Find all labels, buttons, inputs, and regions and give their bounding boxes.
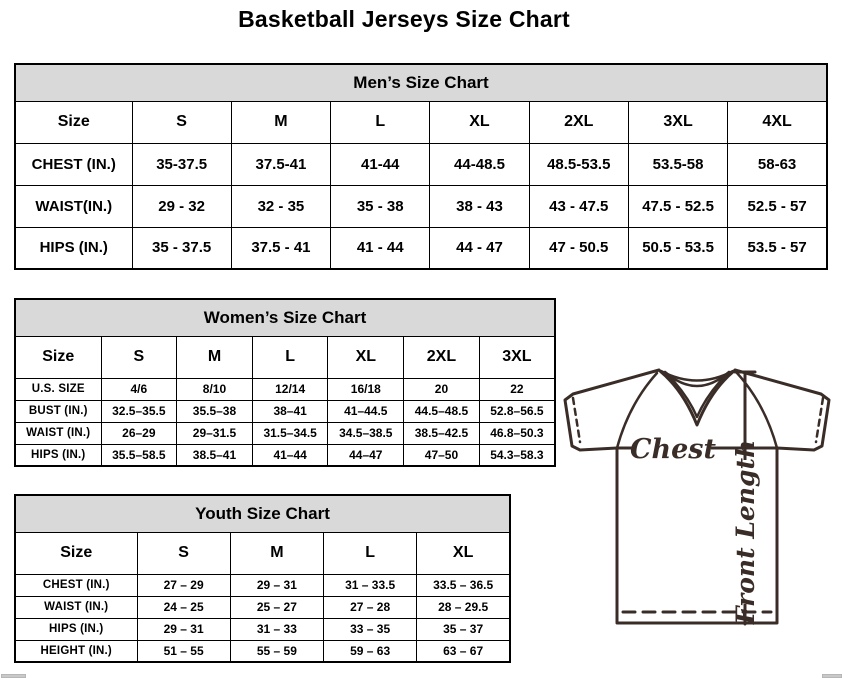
measurement-row-label: HIPS (IN.): [15, 227, 132, 269]
mens-measurement-row: [15, 143, 827, 185]
size-column-header: L: [324, 532, 417, 574]
mens-measurement-row: [15, 227, 827, 269]
measurement-value-cell: 63 – 67: [417, 640, 510, 662]
measurement-value-cell: 54.3–58.3: [479, 444, 555, 466]
measurement-value-cell: 52.8–56.5: [479, 400, 555, 422]
horizontal-scrollbar-fragment-right[interactable]: [822, 674, 842, 678]
measurement-value-cell: 29 – 31: [137, 618, 230, 640]
size-column-header: L: [252, 336, 328, 378]
measurement-value-cell: 47.5 - 52.5: [628, 185, 727, 227]
measurement-value-cell: 31.5–34.5: [252, 422, 328, 444]
measurement-row-label: HIPS (IN.): [15, 618, 137, 640]
womens-measurement-row: [15, 444, 555, 466]
youth-size-header-row: [15, 532, 510, 574]
measurement-value-cell: 35 - 37.5: [132, 227, 231, 269]
measurement-value-cell: 38.5–41: [177, 444, 253, 466]
size-column-header: L: [331, 101, 430, 143]
mens-size-table: [14, 63, 828, 270]
measurement-value-cell: 58-63: [728, 143, 827, 185]
chest-label: Chest: [630, 434, 716, 465]
womens-size-header-row: [15, 336, 555, 378]
mens-table-title: Men’s Size Chart: [15, 64, 827, 101]
measurement-value-cell: 38.5–42.5: [404, 422, 480, 444]
measurement-value-cell: 44 - 47: [430, 227, 529, 269]
size-column-header: S: [132, 101, 231, 143]
measurement-value-cell: 26–29: [101, 422, 177, 444]
measurement-value-cell: 27 – 29: [137, 574, 230, 596]
womens-table-title: Women’s Size Chart: [15, 299, 555, 336]
measurement-value-cell: 35 - 38: [331, 185, 430, 227]
size-header-label: Size: [15, 532, 137, 574]
measurement-value-cell: 37.5-41: [231, 143, 330, 185]
measurement-value-cell: 53.5-58: [628, 143, 727, 185]
measurement-row-label: BUST (IN.): [15, 400, 101, 422]
measurement-value-cell: 4/6: [101, 378, 177, 400]
womens-measurement-row: [15, 378, 555, 400]
measurement-value-cell: 52.5 - 57: [728, 185, 827, 227]
size-column-header: XL: [417, 532, 510, 574]
measurement-value-cell: 33.5 – 36.5: [417, 574, 510, 596]
measurement-value-cell: 38 - 43: [430, 185, 529, 227]
measurement-value-cell: 12/14: [252, 378, 328, 400]
youth-table-title: Youth Size Chart: [15, 495, 510, 532]
size-column-header: 4XL: [728, 101, 827, 143]
youth-measurement-row: [15, 640, 510, 662]
measurement-value-cell: 41–44: [252, 444, 328, 466]
measurement-value-cell: 44-48.5: [430, 143, 529, 185]
measurement-value-cell: 35.5–38: [177, 400, 253, 422]
measurement-value-cell: 55 – 59: [230, 640, 323, 662]
measurement-value-cell: 41–44.5: [328, 400, 404, 422]
size-column-header: 2XL: [529, 101, 628, 143]
size-column-header: S: [101, 336, 177, 378]
womens-size-table: [14, 298, 556, 467]
measurement-value-cell: 41 - 44: [331, 227, 430, 269]
measurement-value-cell: 34.5–38.5: [328, 422, 404, 444]
measurement-value-cell: 35 – 37: [417, 618, 510, 640]
front-length-label: Front Length: [731, 439, 760, 625]
measurement-value-cell: 25 – 27: [230, 596, 323, 618]
measurement-row-label: HEIGHT (IN.): [15, 640, 137, 662]
measurement-value-cell: 27 – 28: [324, 596, 417, 618]
measurement-value-cell: 31 – 33.5: [324, 574, 417, 596]
size-column-header: M: [230, 532, 323, 574]
measurement-row-label: WAIST (IN.): [15, 422, 101, 444]
womens-measurement-row: [15, 422, 555, 444]
measurement-value-cell: 24 – 25: [137, 596, 230, 618]
measurement-value-cell: 48.5-53.5: [529, 143, 628, 185]
measurement-value-cell: 31 – 33: [230, 618, 323, 640]
measurement-row-label: WAIST (IN.): [15, 596, 137, 618]
size-column-header: XL: [430, 101, 529, 143]
measurement-value-cell: 44–47: [328, 444, 404, 466]
size-column-header: M: [177, 336, 253, 378]
measurement-value-cell: 44.5–48.5: [404, 400, 480, 422]
jersey-outline: [565, 370, 829, 623]
measurement-value-cell: 33 – 35: [324, 618, 417, 640]
size-column-header: M: [231, 101, 330, 143]
measurement-value-cell: 35-37.5: [132, 143, 231, 185]
measurement-value-cell: 37.5 - 41: [231, 227, 330, 269]
measurement-row-label: CHEST (IN.): [15, 574, 137, 596]
measurement-value-cell: 16/18: [328, 378, 404, 400]
youth-measurement-row: [15, 574, 510, 596]
measurement-value-cell: 22: [479, 378, 555, 400]
size-header-label: Size: [15, 336, 101, 378]
measurement-value-cell: 29 – 31: [230, 574, 323, 596]
youth-measurement-row: [15, 618, 510, 640]
size-header-label: Size: [15, 101, 132, 143]
horizontal-scrollbar-fragment-left[interactable]: [1, 674, 26, 678]
measurement-row-label: CHEST (IN.): [15, 143, 132, 185]
size-column-header: XL: [328, 336, 404, 378]
measurement-value-cell: 29 - 32: [132, 185, 231, 227]
size-column-header: S: [137, 532, 230, 574]
page-title: Basketball Jerseys Size Chart: [238, 6, 570, 32]
measurement-value-cell: 50.5 - 53.5: [628, 227, 727, 269]
womens-measurement-row: [15, 400, 555, 422]
measurement-value-cell: 32 - 35: [231, 185, 330, 227]
measurement-value-cell: 47 - 50.5: [529, 227, 628, 269]
size-column-header: 3XL: [479, 336, 555, 378]
mens-table: [14, 63, 828, 270]
measurement-row-label: WAIST(IN.): [15, 185, 132, 227]
measurement-value-cell: 47–50: [404, 444, 480, 466]
measurement-value-cell: 28 – 29.5: [417, 596, 510, 618]
size-column-header: 3XL: [628, 101, 727, 143]
measurement-value-cell: 43 - 47.5: [529, 185, 628, 227]
measurement-value-cell: 46.8–50.3: [479, 422, 555, 444]
measurement-value-cell: 51 – 55: [137, 640, 230, 662]
measurement-value-cell: 35.5–58.5: [101, 444, 177, 466]
measurement-value-cell: 59 – 63: [324, 640, 417, 662]
measurement-value-cell: 32.5–35.5: [101, 400, 177, 422]
measurement-value-cell: 53.5 - 57: [728, 227, 827, 269]
youth-measurement-row: [15, 596, 510, 618]
mens-measurement-row: [15, 185, 827, 227]
mens-size-header-row: [15, 101, 827, 143]
measurement-value-cell: 38–41: [252, 400, 328, 422]
size-column-header: 2XL: [404, 336, 480, 378]
youth-table: [14, 494, 511, 663]
measurement-value-cell: 41-44: [331, 143, 430, 185]
measurement-value-cell: 20: [404, 378, 480, 400]
measurement-value-cell: 8/10: [177, 378, 253, 400]
youth-size-table: [14, 494, 511, 663]
measurement-value-cell: 29–31.5: [177, 422, 253, 444]
womens-table: [14, 298, 556, 467]
measurement-row-label: HIPS (IN.): [15, 444, 101, 466]
jersey-diagram: [557, 362, 839, 662]
measurement-row-label: U.S. SIZE: [15, 378, 101, 400]
